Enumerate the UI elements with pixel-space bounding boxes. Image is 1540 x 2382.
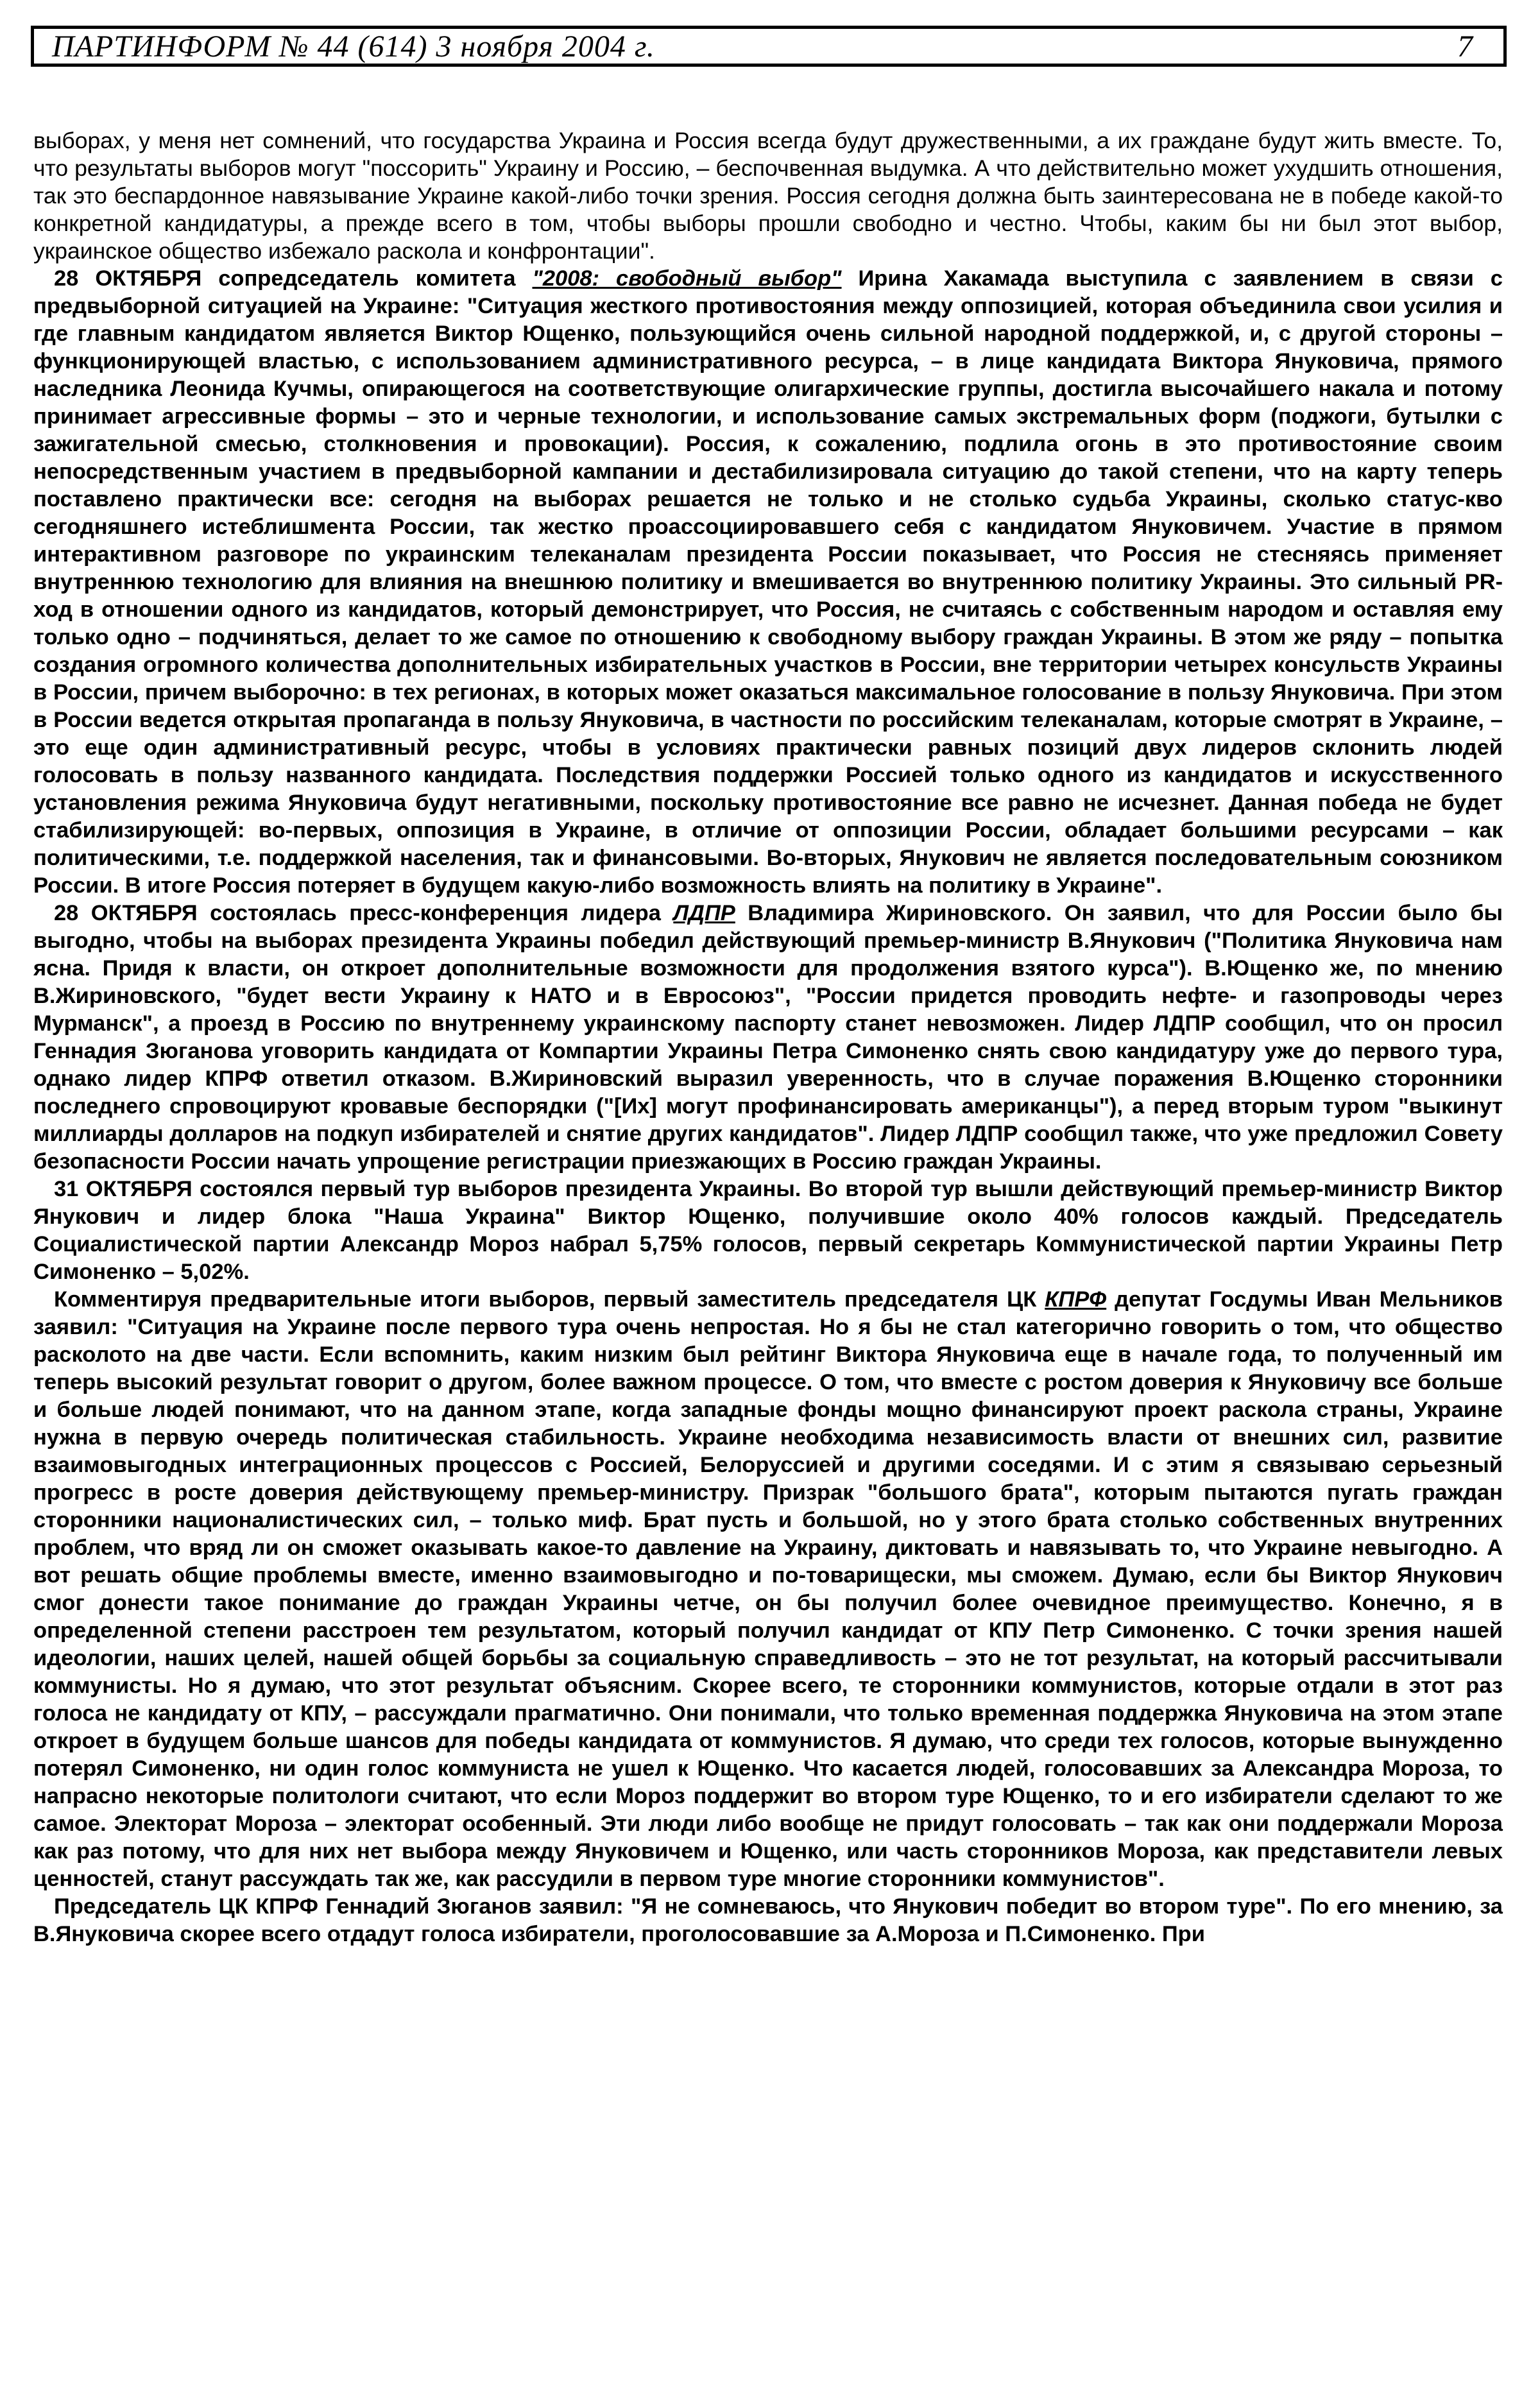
article-body xyxy=(33,127,1503,1948)
paragraph-1: выборах, у меня нет сомнений, что государства Украина и Россия всегда будут дружественными, а их граждане будут жить вместе. То, что результаты выборов могут "поссорить" Украину и Россию, – беспочвенная выдумка. А что действительно может ухудшить отношения, так это беспардонное навязывание Украине какой-либо точки зрения. Россия сегодня должна быть заинтересована не в победе какой-то конкретной кандидатуры, а прежде всего в том, чтобы выборы прошли свободно и честно. Чтобы, каким бы ни был этот выбор, украинское общество избежало раскола и конфронтации". xyxy=(33,128,1503,264)
paragraph-4: 31 ОКТЯБРЯ состоялся первый тур выборов президента Украины. Во второй тур вышли действующий премьер-министр Виктор Янукович и лидер блока "Наша Украина" Виктор Ющенко, получившие около 40% голосов каждый. Председатель Социалистической партии Александр Мороз набрал 5,75% голосов, первый секретарь Коммунистической партии Украины Петр Симоненко – 5,02%. xyxy=(33,1177,1503,1284)
paragraph-5-lead: Комментируя предварительные итоги выборов, первый заместитель председателя ЦК xyxy=(54,1287,1045,1312)
page-header xyxy=(31,26,1507,67)
ldpr-link[interactable]: ЛДПР xyxy=(673,901,735,925)
paragraph-3-body: Владимира Жириновского. Он заявил, что для России было бы выгодно, чтобы на выборах президента Украины победил действующий премьер-министр В.Янукович ("Политика Януковича нам ясна. Придя к власти, он откроет дополнительные возможности для продолжения взятого курса"). В.Ющенко же, по мнению В.Жириновского, "будет вести Украину к НАТО и в Евросоюз", "России придется проводить нефте- и газопроводы через Мурманск", а проезд в Россию по внутреннему украинскому паспорту станет невозможен. Лидер ЛДПР сообщил, что он просил Геннадия Зюганова уговорить кандидата от Компартии Украины Петра Симоненко снять свою кандидатуру уже до первого тура, однако лидер КПРФ ответил отказом. В.Жириновский выразил уверенность, что в случае поражения В.Ющенко сторонники последнего спровоцируют кровавые беспорядки ("[Их] могут профинансировать американцы"), а перед вторым туром "выкинут миллиарды долларов на подкуп избирателей и снятие других кандидатов". Лидер ЛДПР сообщил также, что уже предложил Совету безопасности России начать упрощение регистрации приезжающих в Россию граждан Украины. xyxy=(33,901,1503,1174)
paragraph-6: Председатель ЦК КПРФ Геннадий Зюганов заявил: "Я не сомневаюсь, что Янукович победит во втором туре". По его мнению, за В.Януковича скорее всего отдадут голоса избиратели, проголосовавшие за А.Мороза и П.Симоненко. При xyxy=(33,1894,1503,1946)
kprf-link[interactable]: КПРФ xyxy=(1045,1287,1107,1312)
paragraph-2-lead: 28 ОКТЯБРЯ сопредседатель комитета xyxy=(54,266,533,291)
paragraph-2 xyxy=(33,265,1503,900)
committee-link[interactable]: "2008: свободный выбор" xyxy=(532,266,842,291)
paragraph-5-body: депутат Госдумы Иван Мельников заявил: "Ситуация на Украине после первого тура очень непростая. Но я бы не стал категорично говорить о том, что общество расколото на две части. Если вспомнить, каким низким был рейтинг Виктора Януковича еще в начале года, то полученный им теперь высокий результат говорит о другом, более важном процессе. О том, что вместе с ростом доверия к Януковичу все больше и больше людей понимают, что на данном этапе, когда западные фонды мощно финансируют проект раскола страны, Украине нужна в первую очередь политическая стабильность. Украине необходима независимость власти от внешних сил, развитие взаимовыгодных интеграционных процессов с Россией, Белоруссией и другими соседями. И с этим я связываю серьезный прогресс в росте доверия действующему премьер-министру. Призрак "большого брата", которым пытаются пугать граждан сторонники националистических сил, – только миф. Брат пусть и большой, но у этого брата столько собственных внутренних проблем, что вряд ли он сможет оказывать какое-то давление на Украину, диктовать и навязывать то, что Украине невыгодно. А вот решать общие проблемы вместе, именно взаимовыгодно и по-товарищески, мы сможем. Думаю, если бы Виктор Янукович смог донести такое понимание до граждан Украины четче, он бы получил более очевидное преимущество. Конечно, я в определенной степени расстроен тем результатом, который получил кандидат от КПУ Петр Симоненко. С точки зрения нашей идеологии, наших целей, нашей общей борьбы за социальную справедливость – это не тот результат, на который рассчитывали коммунисты. Но я думаю, что этот результат объясним. Скорее всего, те сторонники коммунистов, которые отдали в этот раз голоса не кандидату от КПУ, – рассуждали прагматично. Они понимали, что только временная поддержка Януковича на этом этапе откроет в будущем больше шансов для победы кандидата от коммунистов. Я думаю, что среди тех голосов, которые вынужденно потерял Симоненко, ни один голос коммуниста не ушел к Ющенко. Что касается людей, голосовавших за Александра Мороза, то напрасно некоторые политологи считают, что если Мороз поддержит во втором туре Ющенко, то и его избиратели сделают то же самое. Электорат Мороза – электорат особенный. Эти люди либо вообще не придут голосовать – так как они поддержали Мороза как раз потому, что для них нет выбора между Януковичем и Ющенко, или часть сторонников Мороза, как представители левых ценностей, станут рассуждать так же, как рассудили в первом туре многие сторонники коммунистов". xyxy=(33,1287,1503,1891)
paragraph-5 xyxy=(33,1286,1503,1893)
publication-title: ПАРТИНФОРМ № 44 (614) 3 ноября 2004 г. xyxy=(52,29,655,64)
paragraph-2-body: Ирина Хакамада выступила с заявлением в связи с предвыборной ситуацией на Украине: "Ситуация жесткого противостояния между оппозицией, которая объединила свои усилия и где главным кандидатом является Виктор Ющенко, пользующийся очень сильной народной поддержкой, и, с другой стороны – функционирующей властью, с использованием административного ресурса, – в лице кандидата Виктора Януковича, прямого наследника Леонида Кучмы, опирающегося на соответствующие олигархические группы, достигла высочайшего накала и потому принимает агрессивные формы – это и черные технологии, и использование самых экстремальных форм (поджоги, бутылки с зажигательной смесью, столкновения и провокации). Россия, к сожалению, подлила огонь в это противостояние своим непосредственным участием в предвыборной кампании и дестабилизировала ситуацию до такой степени, что на карту теперь поставлено практически все: сегодня на выборах решается не только и не столько судьба Украины, сколько статус-кво сегодняшнего истеблишмента России, так жестко проассоциировавшего себя с кандидатом Януковичем. Участие в прямом интерактивном разговоре по украинским телеканалам президента России показывает, что Россия не стесняясь применяет внутреннюю технологию для влияния на внешнюю политику и вмешивается во внутреннюю политику Украины. Это сильный PR-ход в отношении одного из кандидатов, который демонстрирует, что Россия, не считаясь с собственным народом и оставляя ему только одно – подчиняться, делает то же самое по отношению к свободному выбору граждан Украины. В этом же ряду – попытка создания огромного количества дополнительных избирательных участков в России, вне территории четырех консульств Украины в России, причем выборочно: в тех регионах, в которых может оказаться максимальное голосование в пользу Януковича. При этом в России ведется открытая пропаганда в пользу Януковича, в частности по российским телеканалам, которые смотрят в Украине, – это еще один административный ресурс, чтобы в условиях практически равных позиций двух лидеров склонить людей голосовать в пользу названного кандидата. Последствия поддержки Россией только одного из кандидатов и искусственного установления режима Януковича будут негативными, поскольку противостояние все равно не исчезнет. Данная победа не будет стабилизирующей: во-первых, оппозиция в Украине, в отличие от оппозиции России, обладает большими ресурсами – как политическими, т.е. поддержкой населения, так и финансовыми. Во-вторых, Янукович не является последовательным союзником России. В итоге Россия потеряет в будущем какую-либо возможность влиять на политику в Украине". xyxy=(33,266,1503,898)
paragraph-3-lead: 28 ОКТЯБРЯ состоялась пресс-конференция лидера xyxy=(54,901,674,925)
paragraph-3 xyxy=(33,900,1503,1176)
page-number: 7 xyxy=(1457,29,1473,64)
